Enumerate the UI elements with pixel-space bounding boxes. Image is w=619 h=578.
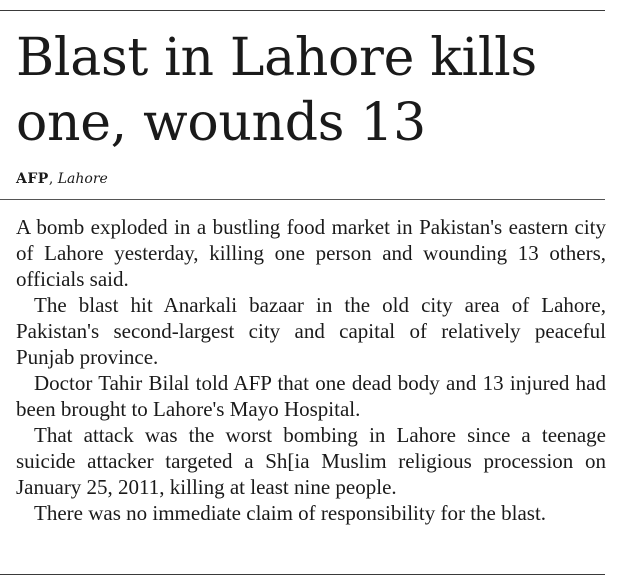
byline-agency: AFP — [16, 171, 49, 187]
paragraph: The blast hit Anarkali bazaar in the old city area of Lahore, Pakistan's second-largest city and capital of relatively peaceful Punjab province. — [16, 293, 606, 369]
bottom-rule — [0, 574, 605, 575]
byline-location: Lahore — [57, 171, 108, 187]
paragraph: That attack was the worst bombing in Lahore since a teenage suicide attacker targeted a Sh[ia Muslim religious procession on January 25, 2011, killing at least nine people. — [16, 423, 606, 499]
headline-divider — [0, 199, 605, 200]
headline: Blast in Lahore kills one, wounds 13 — [16, 28, 537, 153]
byline — [16, 170, 108, 188]
article-body — [16, 214, 606, 526]
paragraph: A bomb exploded in a bustling food market in Pakistan's eastern city of Lahore yesterday, killing one person and wounding 13 others, officials said. — [16, 215, 606, 291]
byline-separator: , — [48, 171, 58, 187]
top-rule — [0, 10, 605, 11]
paragraph: There was no immediate claim of responsibility for the blast. — [34, 501, 547, 525]
paragraph: Doctor Tahir Bilal told AFP that one dead body and 13 injured had been brought to Lahore's Mayo Hospital. — [16, 371, 606, 421]
